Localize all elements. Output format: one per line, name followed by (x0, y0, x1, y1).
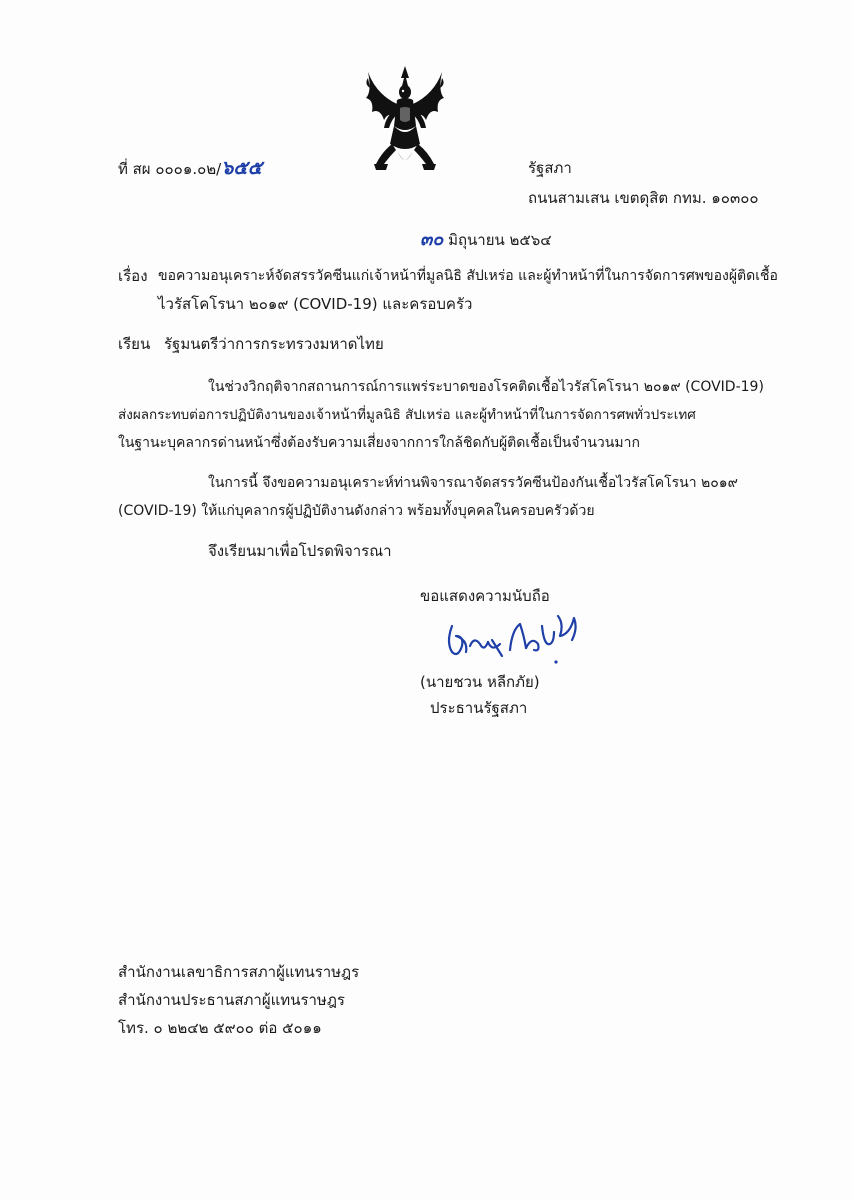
signature (440, 606, 590, 670)
footer-office-1: สำนักงานเลขาธิการสภาผู้แทนราษฎร (118, 963, 360, 981)
recipient-value: รัฐมนตรีว่าการกระทรวงมหาดไทย (164, 335, 384, 353)
salutation: ขอแสดงความนับถือ (420, 587, 550, 605)
sender-address: ถนนสามเสน เขตดุสิต กทม. ๑๐๓๐๐ (528, 189, 759, 207)
footer-phone: โทร. ๐ ๒๒๔๒ ๕๙๐๐ ต่อ ๕๐๑๑ (118, 1019, 322, 1037)
sender-org: รัฐสภา (528, 159, 572, 177)
paragraph-1-line-2: ส่งผลกระทบต่อการปฏิบัติงานของเจ้าหน้าที่มูลนิธิ สัปเหร่อ และผู้ทำหน้าที่ในการจัดการศพทั่วประเทศ (118, 407, 696, 423)
footer-office-2: สำนักงานประธานสภาผู้แทนราษฎร (118, 991, 345, 1009)
subject-label: เรื่อง (118, 267, 148, 285)
paragraph-2-line-2: (COVID-19) ให้แก่บุคลากรผู้ปฏิบัติงานดังกล่าว พร้อมทั้งบุคคลในครอบครัวด้วย (118, 503, 595, 519)
signer-name: (นายชวน หลีกภัย) (420, 673, 540, 691)
recipient-label: เรียน (118, 335, 151, 353)
reference-number (118, 158, 262, 179)
date-handwritten-day: ๓๐ (420, 229, 444, 250)
date-month-year: มิถุนายน ๒๕๖๔ (448, 231, 552, 249)
paragraph-1-line-3: ในฐานะบุคลากรด่านหน้าซึ่งต้องรับความเสี่ยงจากการใกล้ชิดกับผู้ติดเชื้อเป็นจำนวนมาก (118, 435, 640, 451)
subject-line-1: ขอความอนุเคราะห์จัดสรรวัคซีนแก่เจ้าหน้าที่มูลนิธิ สัปเหร่อ และผู้ทำหน้าที่ในการจัดการศพของผู้ติดเชื้อ (158, 268, 778, 284)
signer-title: ประธานรัฐสภา (430, 699, 528, 717)
reference-prefix: ที่ สผ ๐๐๐๑.๐๒/ (118, 160, 222, 178)
subject-line-2: ไวรัสโคโรนา ๒๐๑๙ (COVID-19) และครอบครัว (158, 295, 473, 313)
reference-handwritten-number: ๖๕๕ (221, 157, 263, 179)
letter-date (420, 230, 552, 250)
garuda-emblem (362, 64, 448, 174)
paragraph-2-line-1: ในการนี้ จึงขอความอนุเคราะห์ท่านพิจารณาจัดสรรวัคซีนป้องกันเชื้อไวรัสโคโรนา ๒๐๑๙ (208, 475, 738, 491)
paragraph-1-line-1: ในช่วงวิกฤติจากสถานการณ์การแพร่ระบาดของโรคติดเชื้อไวรัสโคโรนา ๒๐๑๙ (COVID-19) (208, 379, 764, 395)
closing-request: จึงเรียนมาเพื่อโปรดพิจารณา (208, 542, 392, 560)
